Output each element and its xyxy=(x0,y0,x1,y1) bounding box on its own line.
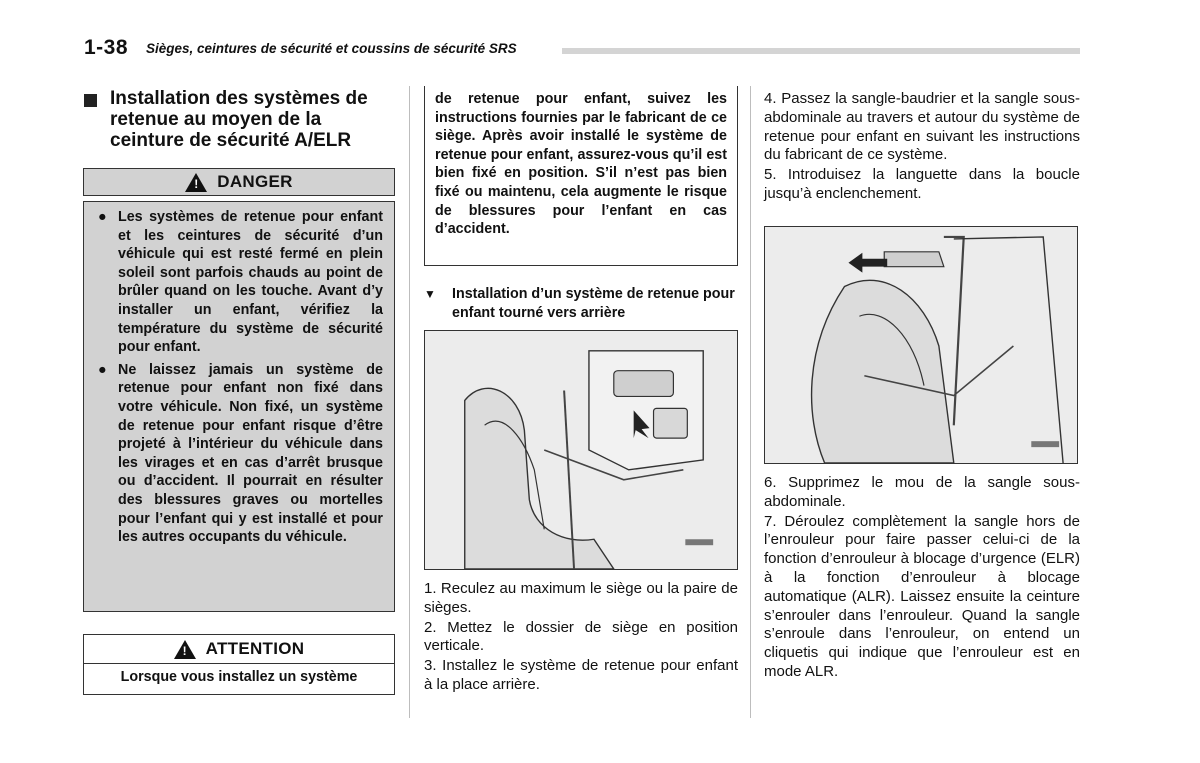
step-1: 1. Reculez au maximum le siège ou la paire de sièges. xyxy=(424,580,738,616)
down-triangle-icon: ▼ xyxy=(424,287,436,301)
bullet-icon: ● xyxy=(98,209,107,225)
bullet-icon: ● xyxy=(98,361,107,378)
attention-text-start: Lorsque vous installez un système xyxy=(120,669,358,685)
step-4: 4. Passez la sangle-baudrier et la sangle sous-abdominale au travers et autour du système de retenue pour enfant en suivant les instructions du fabricant de ce système. xyxy=(764,90,1080,164)
column-divider xyxy=(409,86,410,718)
column-divider xyxy=(750,86,751,718)
subsection-heading xyxy=(424,285,742,322)
danger-item xyxy=(94,361,383,547)
steps-list-col2 xyxy=(424,580,738,696)
attention-box-start xyxy=(83,664,395,695)
step-5: 5. Introduisez la languette dans la boucle jusqu’à enclenchement. xyxy=(764,166,1080,202)
step-3: 3. Installez le système de retenue pour enfant à la place arrière. xyxy=(424,657,738,693)
rear-facing-seat-illustration xyxy=(424,330,738,570)
warning-triangle-icon: ! xyxy=(174,640,196,659)
section-title: Installation des systèmes de retenue au moyen de la ceinture de sécurité A/ELR xyxy=(110,88,368,151)
step-2: 2. Mettez le dossier de siège en position verticale. xyxy=(424,618,738,655)
step-7: 7. Déroulez complètement la sangle hors de l’enrouleur pour faire passer celui-ci de la fonction d’enrouleur à blocage d’urgence (ELR) à la fonction d’enrouleur à blocage automatique (ALR). Laissez ensuite la ceinture s’enrouler dans l’enrouleur. Quand la sangle s’enroule dans l’enrouleur, on entend un cliquetis qui indique que l’enrouleur est en mode ALR. xyxy=(764,512,1080,680)
danger-item-text: Ne laissez jamais un système de retenue pour enfant non fixé dans votre véhicule. Non fixé, un système de retenue pour enfant risque d’être projeté à l’intérieur du véhicule dans les virages et en cas d’arrêt brusque ou d’accident. Il pourrait en résulter des blessures graves ou mortelles pour l’enfant qui y est installé et pour les autres occupants du véhicule. xyxy=(118,361,383,546)
attention-label: ATTENTION xyxy=(205,639,305,658)
subsection-title: Installation d’un système de retenue pour enfant tourné vers arrière xyxy=(452,286,735,321)
steps-list-col3-top xyxy=(764,90,1080,205)
danger-item-text: Les systèmes de retenue pour enfant et les ceintures de sécurité d’un véhicule qui est resté fermé en plein soleil sont parfois chauds au point de brûler quand on les touche. Avant d’y installer un enfant, vérifiez la température du système de sécurité pour enfant. xyxy=(118,209,383,356)
attention-text-continued: de retenue pour enfant, suivez les instructions fournies par le fabricant de ce siège. Après avoir installé le système de retenue pour enfant, assurez-vous qu’il est bien fixé en position. S’il n’est pas bien fixé ou maintenu, cela augmente le risque de blessures pour l’enfant en cas d’accident. xyxy=(435,91,727,238)
attention-label-bar xyxy=(83,634,395,664)
danger-label-bar xyxy=(83,168,395,196)
danger-item xyxy=(94,208,383,357)
square-bullet-icon xyxy=(84,94,97,107)
danger-box xyxy=(83,201,395,612)
steps-list-col3-bottom xyxy=(764,474,1080,683)
danger-label: DANGER xyxy=(217,172,293,191)
attention-box-continued xyxy=(424,86,738,266)
step-6: 6. Supprimez le mou de la sangle sous-abdominale. xyxy=(764,474,1080,510)
chapter-title: Sièges, ceintures de sécurité et coussins de sécurité SRS xyxy=(146,41,517,56)
section-heading xyxy=(84,88,400,151)
header-rule xyxy=(562,48,1080,54)
belt-routing-illustration xyxy=(764,226,1078,464)
page-header xyxy=(84,36,1080,60)
warning-triangle-icon: ! xyxy=(185,173,207,192)
page-number: 1-38 xyxy=(84,36,129,59)
